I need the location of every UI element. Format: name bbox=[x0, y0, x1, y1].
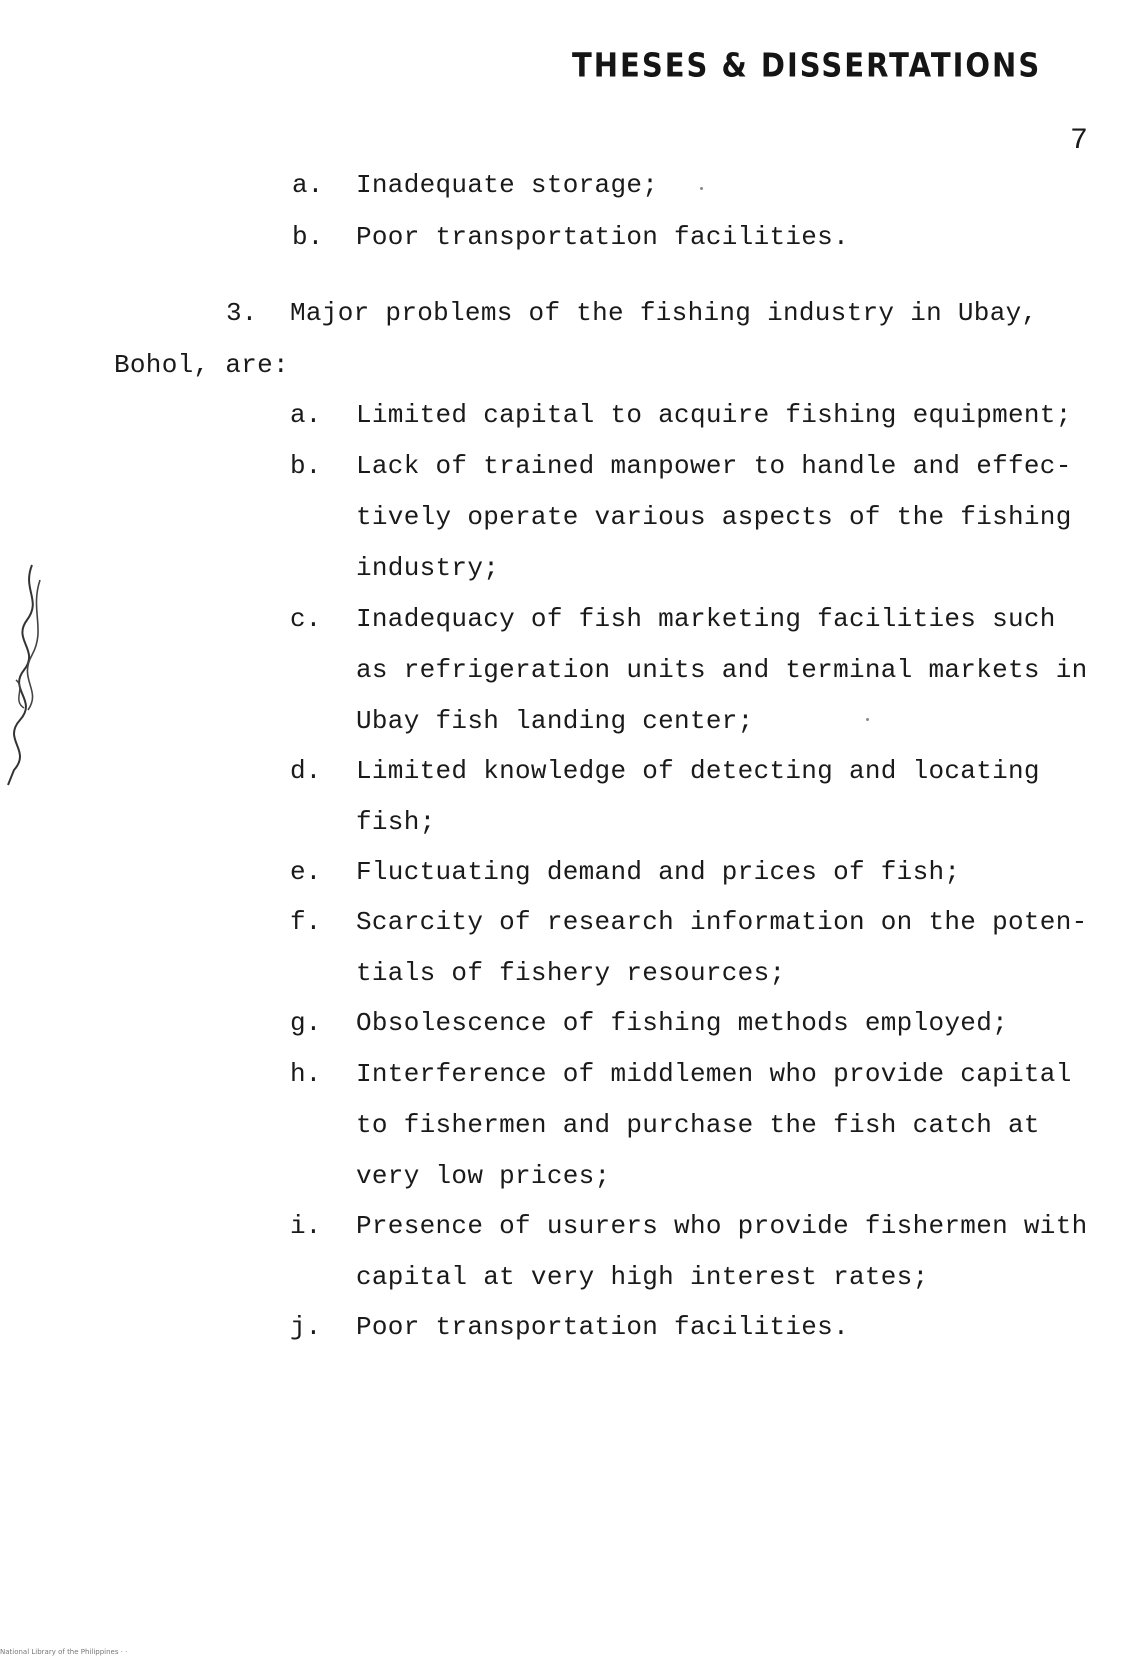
problem-line: Interference of middlemen who provide capital bbox=[356, 1059, 1072, 1089]
problem-line: Obsolescence of fishing methods employed; bbox=[356, 1008, 1009, 1038]
problem-line: Limited capital to acquire fishing equipment; bbox=[356, 400, 1072, 430]
problem-label: a. bbox=[290, 400, 322, 430]
problem-line: Limited knowledge of detecting and locating bbox=[356, 756, 1040, 786]
problem-line: very low prices; bbox=[356, 1161, 611, 1191]
section-intro-line: Major problems of the fishing industry in Ubay, bbox=[290, 298, 1038, 328]
problem-line: capital at very high interest rates; bbox=[356, 1262, 929, 1292]
list-item: Inadequate storage; bbox=[356, 170, 659, 200]
problem-line: to fishermen and purchase the fish catch at bbox=[356, 1110, 1040, 1140]
problem-label: d. bbox=[290, 756, 322, 786]
handwritten-margin-mark bbox=[2, 560, 52, 790]
problem-label: c. bbox=[290, 604, 322, 634]
problem-line: Poor transportation facilities. bbox=[356, 1312, 849, 1342]
problem-line: fish; bbox=[356, 807, 436, 837]
scan-footer-note: National Library of the Philippines · · bbox=[0, 1648, 128, 1656]
problem-label: h. bbox=[290, 1059, 322, 1089]
list-label: a. bbox=[292, 170, 324, 200]
section-number: 3. bbox=[226, 298, 258, 328]
problem-line: Scarcity of research information on the poten- bbox=[356, 907, 1088, 937]
problem-line: Presence of usurers who provide fishermen with bbox=[356, 1211, 1088, 1241]
problem-label: i. bbox=[290, 1211, 322, 1241]
problem-line: Ubay fish landing center; bbox=[356, 706, 754, 736]
problem-label: j. bbox=[290, 1312, 322, 1342]
theses-dissertations-stamp: THESES & DISSERTATIONS bbox=[572, 45, 1042, 85]
list-label: b. bbox=[292, 222, 324, 252]
problem-line: tively operate various aspects of the fishing bbox=[356, 502, 1072, 532]
problem-line: industry; bbox=[356, 553, 500, 583]
problem-line: as refrigeration units and terminal markets in bbox=[356, 655, 1088, 685]
speck bbox=[700, 187, 703, 190]
problem-line: tials of fishery resources; bbox=[356, 958, 786, 988]
list-item: Poor transportation facilities. bbox=[356, 222, 849, 252]
page-number: 7 bbox=[1070, 124, 1089, 158]
problem-line: Fluctuating demand and prices of fish; bbox=[356, 857, 961, 887]
speck bbox=[866, 718, 869, 721]
problem-line: Inadequacy of fish marketing facilities such bbox=[356, 604, 1056, 634]
problem-label: b. bbox=[290, 451, 322, 481]
section-intro-line: Bohol, are: bbox=[114, 350, 289, 380]
problem-label: e. bbox=[290, 857, 322, 887]
problem-label: g. bbox=[290, 1008, 322, 1038]
problem-line: Lack of trained manpower to handle and effec- bbox=[356, 451, 1072, 481]
problem-label: f. bbox=[290, 907, 322, 937]
